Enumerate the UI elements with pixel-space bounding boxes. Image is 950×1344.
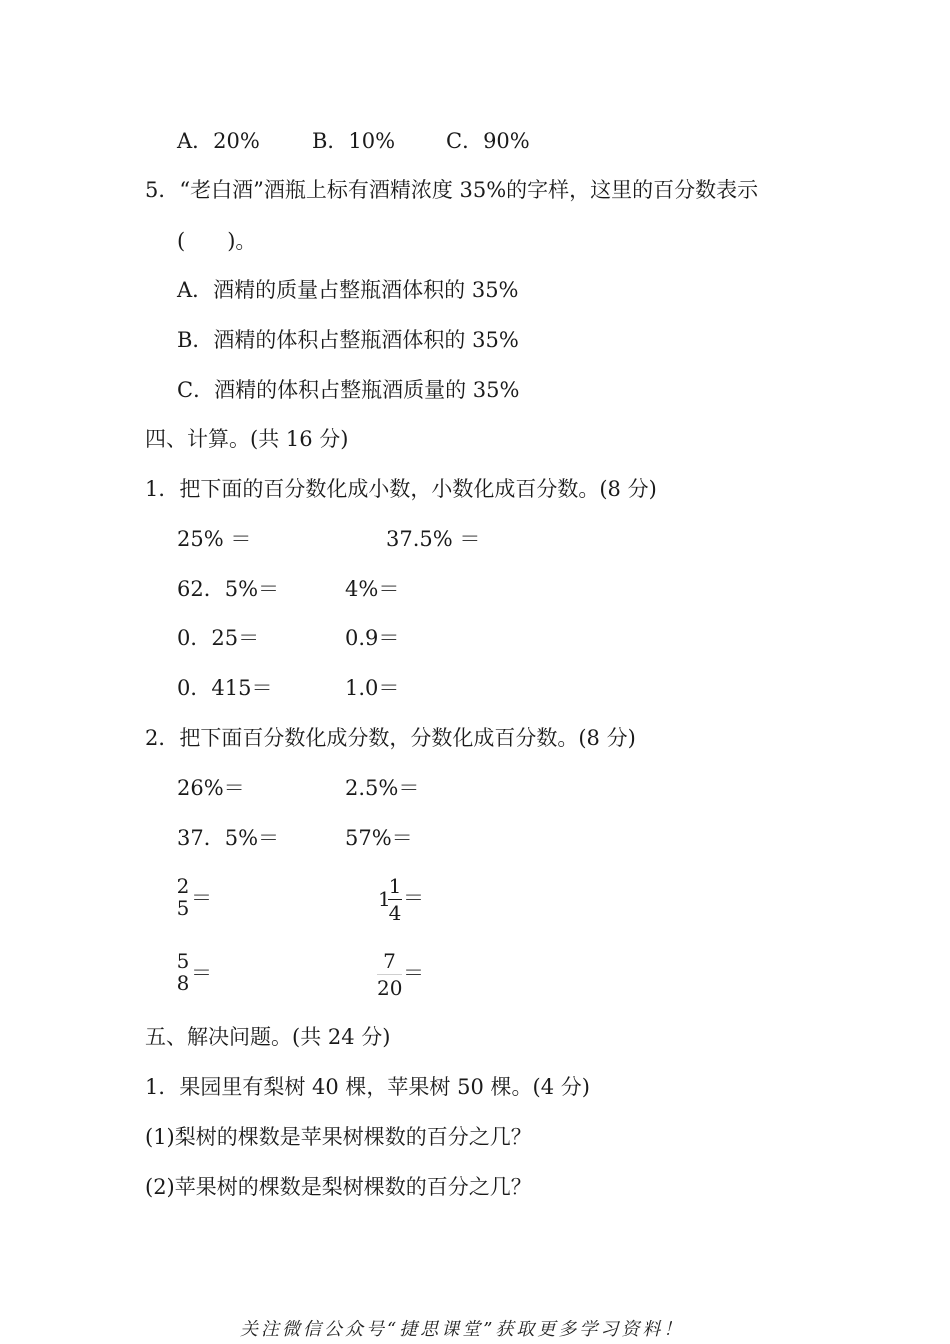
s4q1-item: 0．415＝ — [177, 676, 273, 700]
s4q2-item: 37．5%＝ — [177, 826, 280, 850]
fraction-numerator: 5 — [176, 949, 190, 973]
fraction-5-8 — [176, 950, 190, 994]
s4q1-item: 4%＝ — [345, 577, 400, 601]
fraction-equals: ＝ — [191, 961, 212, 985]
q4-option-a: A．20% — [177, 129, 260, 153]
fraction-denominator: 4 — [388, 901, 402, 925]
fraction-bar — [388, 899, 402, 900]
q5-option-a: A．酒精的质量占整瓶酒体积的 35% — [177, 278, 519, 302]
fraction-equals: ＝ — [403, 886, 424, 910]
s4q1-item: 0.9＝ — [345, 626, 400, 650]
s4q1-item: 37.5% ＝ — [386, 527, 481, 551]
fraction-equals: ＝ — [191, 886, 212, 910]
s4q1-item: 62．5%＝ — [177, 577, 280, 601]
footer-note: 关注微信公众号“捷思课堂”获取更多学习资料！ — [240, 1319, 685, 1340]
fraction-denominator: 8 — [176, 971, 190, 995]
fraction-numerator: 2 — [176, 874, 190, 898]
section5-q1-stem: 1．果园里有梨树 40 棵，苹果树 50 棵。(4 分) — [145, 1075, 590, 1099]
s4q1-item: 25% ＝ — [177, 527, 252, 551]
q5-option-b: B．酒精的体积占整瓶酒体积的 35% — [177, 328, 519, 352]
q5-blank: ( )。 — [177, 229, 257, 253]
fraction-denominator: 5 — [176, 896, 190, 920]
fraction-2-5 — [176, 875, 190, 919]
fraction-7-20 — [377, 950, 402, 999]
q5-option-c: C．酒精的体积占整瓶酒质量的 35% — [177, 378, 520, 402]
s4q1-item: 1.0＝ — [345, 676, 400, 700]
mixed-whole: 1 — [378, 887, 391, 911]
q4-option-c: C．90% — [446, 129, 530, 153]
fraction-equals: ＝ — [403, 961, 424, 985]
section4-q2-stem: 2．把下面百分数化成分数，分数化成百分数。(8 分) — [145, 726, 636, 750]
section5-q1-sub2: (2)苹果树的棵数是梨树棵数的百分之几？ — [145, 1175, 532, 1199]
q5-stem: 5．“老白酒”酒瓶上标有酒精浓度 35%的字样，这里的百分数表示 — [145, 178, 759, 202]
s4q1-item: 0．25＝ — [177, 626, 260, 650]
s4q2-item: 26%＝ — [177, 776, 245, 800]
section4-q1-stem: 1．把下面的百分数化成小数，小数化成百分数。(8 分) — [145, 477, 657, 501]
fraction-numerator: 1 — [388, 874, 402, 898]
section5-title: 五、解决问题。(共 24 分) — [145, 1025, 391, 1049]
fraction-bar — [377, 974, 402, 975]
s4q2-item: 2.5%＝ — [345, 776, 420, 800]
section4-title: 四、计算。(共 16 分) — [145, 427, 349, 451]
section5-q1-sub1: (1)梨树的棵数是苹果树棵数的百分之几？ — [145, 1125, 532, 1149]
q4-option-b: B．10% — [312, 129, 396, 153]
s4q2-item: 57%＝ — [345, 826, 413, 850]
fraction-numerator: 7 — [383, 949, 396, 973]
fraction-1-1-4 — [388, 875, 402, 924]
fraction-denominator: 20 — [377, 976, 403, 1000]
